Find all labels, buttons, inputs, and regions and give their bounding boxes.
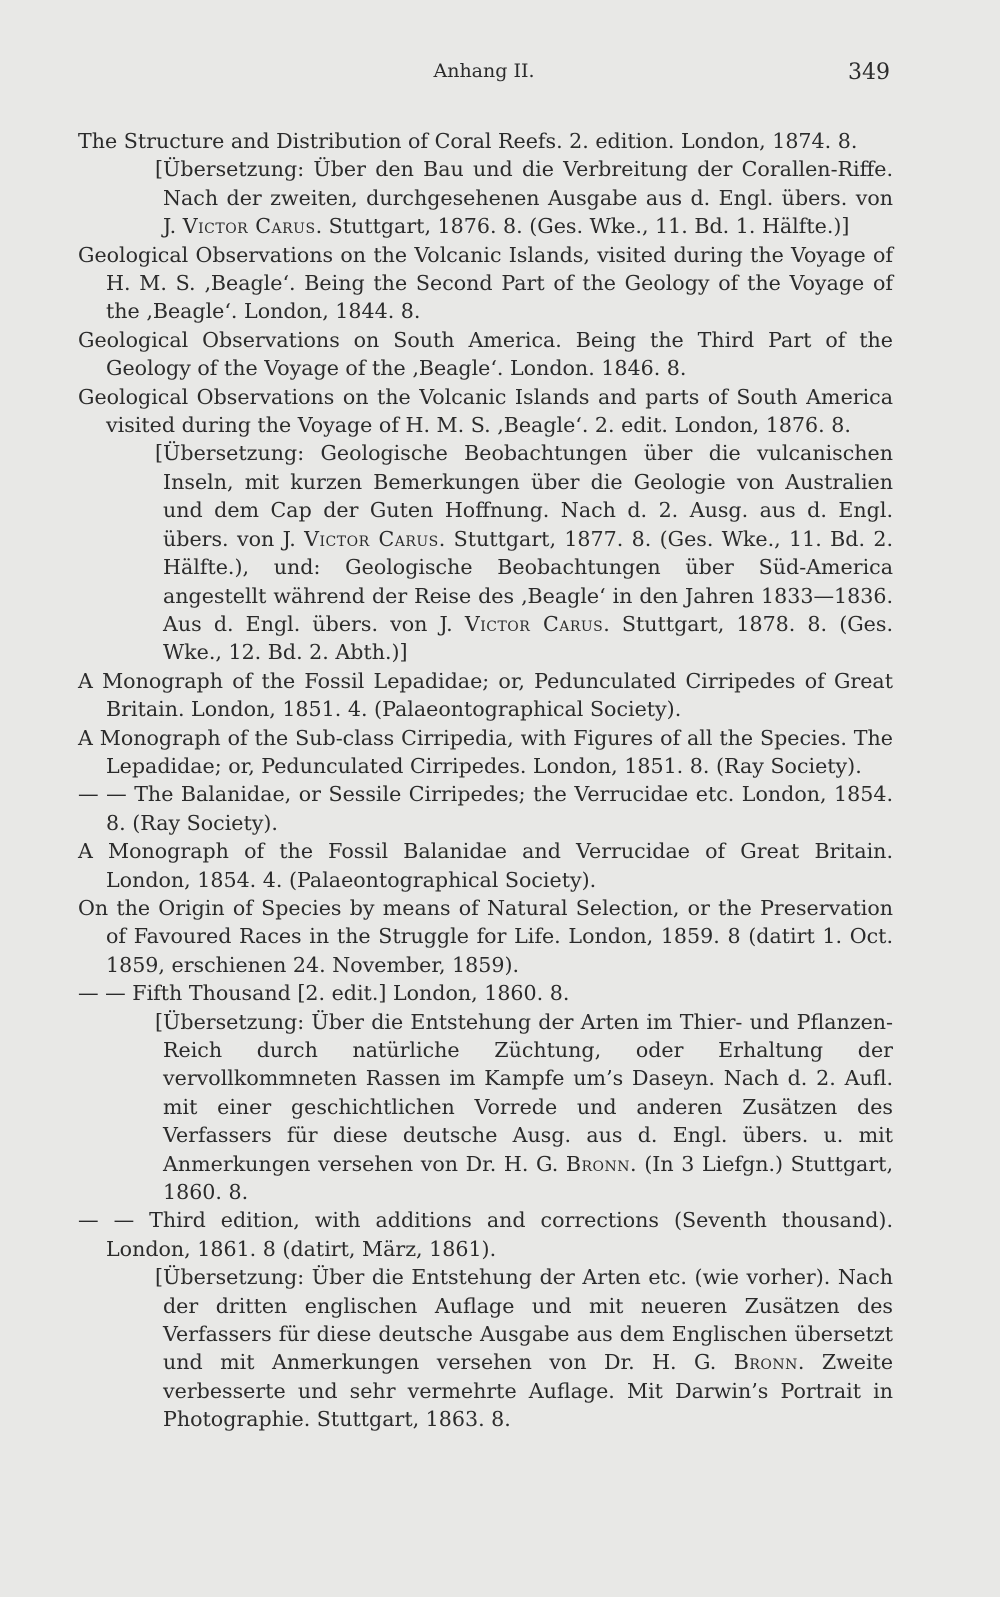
translation-note: [Übersetzung: Über die Entstehung der Arten im Thier- und Pflanzen-Reich durch natürliche Züchtung, oder Erhaltung der vervollkommneten Rassen im Kampfe um’s Daseyn. Nach d. 2. Aufl. mit einer geschichtlichen Vorrede und anderen Zusätzen des Verfassers für diese deutsche Ausg. aus d. Engl. übers. u. mit Anmerkungen versehen von Dr. H. G. Bronn. (In 3 Liefgn.) Stuttgart, 1860. 8. xyxy=(155,1009,893,1205)
author-name: Victor Carus xyxy=(182,214,316,239)
translation-note: [Übersetzung: Über den Bau und die Verbreitung der Corallen-Riffe. Nach der zweiten, durchgesehenen Ausgabe aus d. Engl. übers. von J. Victor Carus. Stuttgart, 1876. 8. (Ges. Wke., 11. Bd. 1. Hälfte.)] xyxy=(155,157,893,239)
bibliography-entry: — — Third edition, with additions and corrections (Seventh thousand). London, 1861. 8 (datirt, März, 1861). xyxy=(78,1208,893,1261)
running-title: Anhang II. xyxy=(433,60,535,82)
bibliography-entry: A Monograph of the Fossil Balanidae and Verrucidae of Great Britain. London, 1854. 4. (Palaeontographical Society). xyxy=(78,839,893,892)
translation-note: [Übersetzung: Geologische Beobachtungen über die vulcanischen Inseln, mit kurzen Bemerkungen über die Geologie von Australien und dem Cap der Guten Hoffnung. Nach d. 2. Ausg. aus d. Engl. übers. von J. Victor Carus. Stuttgart, 1877. 8. (Ges. Wke., 11. Bd. 2. Hälfte.), und: Geologische Beobachtungen über Süd-America angestellt während der Reise des ‚Beagle‘ in den Jahren 1833—1836. Aus d. Engl. übers. von J. Victor Carus. Stuttgart, 1878. 8. (Ges. Wke., 12. Bd. 2. Abth.)] xyxy=(155,441,893,665)
bibliography-entry: — — The Balanidae, or Sessile Cirripedes; the Verrucidae etc. London, 1854. 8. (Ray Society). xyxy=(78,782,893,835)
bibliography-entry: — — Fifth Thousand [2. edit.] London, 1860. 8. xyxy=(78,981,570,1006)
bibliography-entry: A Monograph of the Fossil Lepadidae; or, Pedunculated Cirripedes of Great Britain. London, 1851. 4. (Palaeontographical Society). xyxy=(78,668,893,722)
running-header xyxy=(78,60,890,96)
bibliography-entry: Geological Observations on the Volcanic Islands, visited during the Voyage of H. M. S. ‚Beagle‘. Being the Second Part of the Geology of the Voyage of the ‚Beagle‘. London, 1844. 8. xyxy=(78,242,893,324)
author-name: Bronn xyxy=(733,1350,798,1375)
translation-note: [Übersetzung: Über die Entstehung der Arten etc. (wie vorher). Nach der dritten englischen Auflage und mit neueren Zusätzen des Verfassers für diese deutsche Ausgabe aus dem Englischen übersetzt und mit Anmerkungen versehen von Dr. H. G. Bronn. Zweite verbesserte und sehr vermehrte Auflage. Mit Darwin’s Portrait in Photographie. Stuttgart, 1863. 8. xyxy=(155,1265,894,1432)
author-name: Victor Carus xyxy=(304,526,439,551)
page-number: 349 xyxy=(848,60,890,85)
bibliography-entry: On the Origin of Species by means of Natural Selection, or the Preservation of Favoured Races in the Struggle for Life. London, 1859. 8 (datirt 1. Oct. 1859, erschienen 24. November, 1859). xyxy=(78,895,893,977)
author-name: Victor Carus xyxy=(464,611,604,636)
bibliography-entry: The Structure and Distribution of Coral Reefs. 2. edition. London, 1874. 8. xyxy=(78,129,858,153)
author-name: Bronn xyxy=(565,1151,631,1176)
bibliography-entry: Geological Observations on South America. Being the Third Part of the Geology of the Voyage of the ‚Beagle‘. London. 1846. 8. xyxy=(78,327,893,381)
bibliography-entry: Geological Observations on the Volcanic Islands and parts of South America visited during the Voyage of H. M. S. ‚Beagle‘. 2. edit. London, 1876. 8. xyxy=(78,384,893,438)
bibliography-list xyxy=(78,127,893,1434)
bibliography-entry: A Monograph of the Sub-class Cirripedia, with Figures of all the Species. The Lepadidae; or, Pedunculated Cirripedes. London, 1851. 8. (Ray Society). xyxy=(78,725,893,778)
